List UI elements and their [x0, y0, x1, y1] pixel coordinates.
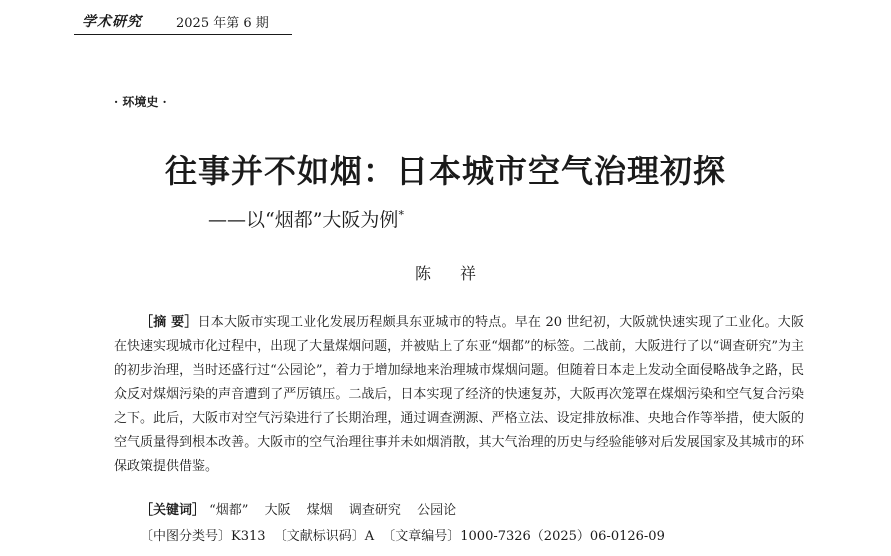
- doc-code-value: A: [364, 529, 375, 544]
- clc-label: 〔中图分类号〕: [140, 529, 232, 544]
- classification-line: [140, 525, 669, 544]
- keywords: [140, 499, 468, 518]
- footnote-mark: *: [398, 208, 404, 222]
- section-label: · 环境史 ·: [114, 95, 167, 109]
- article-subtitle: [208, 205, 404, 232]
- journal-logo: 学术研究: [82, 14, 142, 30]
- article-number-label: 〔文章编号〕: [382, 529, 461, 544]
- keywords-label: ［关键词］: [140, 503, 206, 518]
- keyword: 煤烟: [306, 503, 333, 518]
- clc-value: K313: [231, 529, 266, 544]
- doc-code-label: 〔文献标识码〕: [273, 529, 365, 544]
- author-name: 陈 祥: [414, 264, 489, 283]
- abstract-text: 日本大阪市实现工业化发展历程颇具东亚城市的特点。早在 20 世纪初，大阪就快速实现了工业化。大阪在快速实现城市化过程中，出现了大量煤烟问题，并被贴上了东亚“烟都”的标签。二战前，大阪进行了以“调查研究”为主的初步治理，当时还盛行过“公园论”，着力于增加绿地来治理城市煤烟问题。但随着日本走上发动全面侵略战争之路，民众反对煤烟污染的声音遭到了严厉镇压。二战后，日本实现了经济的快速复苏，大阪再次笼罩在煤烟污染和空气复合污染之下。此后，大阪市对空气污染进行了长期治理，通过调查溯源、严格立法、设定排放标准、央地合作等举措，使大阪的空气质量得到根本改善。大阪市的空气治理往事并未如烟消散，其大气治理的历史与经验能够对后发展国家及其城市的环保政策提供借鉴。: [114, 315, 804, 474]
- keyword: 公园论: [417, 503, 457, 518]
- running-header: [74, 6, 292, 35]
- article-title: 往事并不如烟：日本城市空气治理初探: [164, 152, 726, 190]
- subtitle-text: ——以“烟都”大阪为例: [208, 209, 399, 231]
- keyword: 调查研究: [348, 503, 401, 518]
- keyword: 大阪: [264, 503, 291, 518]
- article-number-value: 1000-7326（2025）06-0126-09: [460, 529, 665, 544]
- abstract-label: ［摘 要］: [140, 315, 198, 330]
- issue-label: 2025 年第 6 期: [176, 16, 269, 31]
- keyword: “烟都”: [209, 503, 249, 518]
- abstract: [114, 311, 804, 479]
